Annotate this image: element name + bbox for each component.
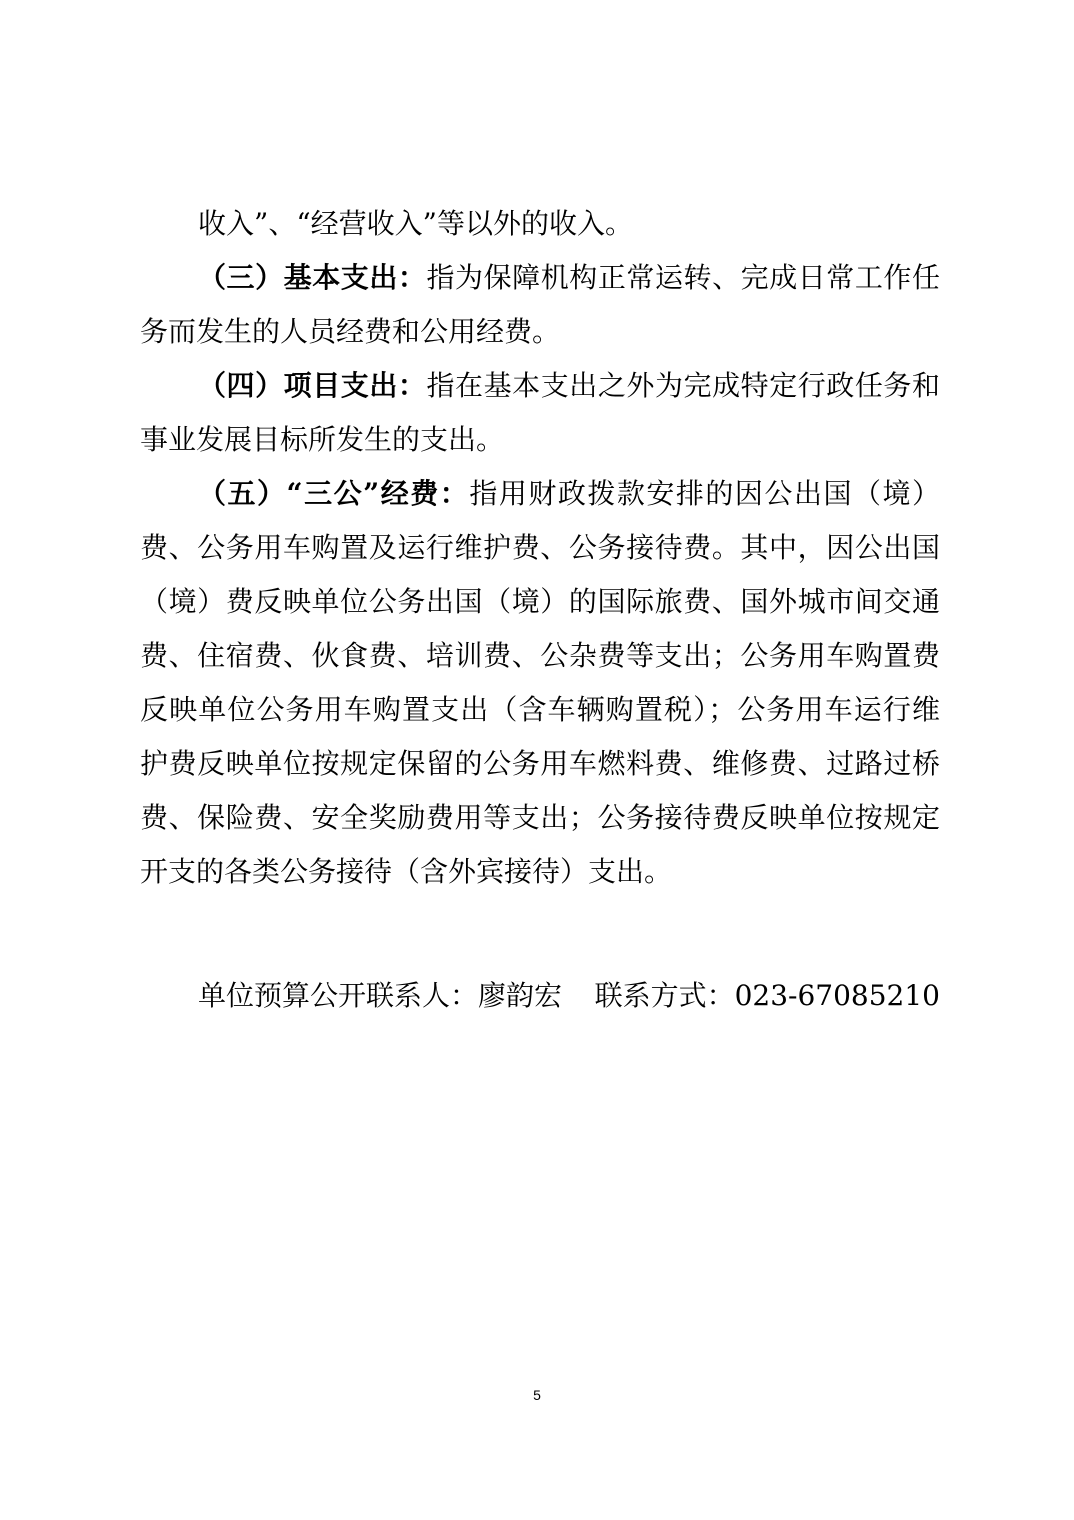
paragraph-line [198, 474, 940, 514]
page-number: 5 [533, 1387, 541, 1403]
paragraph-line: 开支的各类公务接待（含外宾接待）支出。 [140, 855, 673, 888]
paragraph-line: 事业发展目标所发生的支出。 [140, 423, 505, 456]
paragraph-line: 费、保险费、安全奖励费用等支出；公务接待费反映单位按规定 [140, 801, 940, 834]
paragraph-line [198, 258, 940, 298]
contact-phone-number: 023-67085210 [734, 979, 940, 1012]
section-heading: （三）基本支出： [198, 261, 427, 294]
paragraph-text: 指在基本支出之外为完成特定行政任务和 [426, 369, 940, 402]
contact-person-name: 廖韵宏 [478, 979, 563, 1012]
paragraph-line: 务而发生的人员经费和公用经费。 [140, 315, 561, 348]
section-heading: （五）“三公”经费： [198, 477, 470, 510]
section-heading: （四）项目支出： [198, 369, 427, 402]
contact-phone [595, 976, 940, 1016]
paragraph-line: （境）费反映单位公务出国（境）的国际旅费、国外城市间交通 [140, 585, 940, 618]
paragraph-line [198, 366, 940, 406]
paragraph-line: 费、公务用车购置及运行维护费、公务接待费。其中，因公出国 [140, 531, 940, 564]
paragraph-line: 收入”、“经营收入”等以外的收入。 [198, 207, 633, 240]
paragraph-line: 反映单位公务用车购置支出（含车辆购置税）；公务用车运行维 [140, 693, 940, 726]
paragraph-text: 指用财政拨款安排的因公出国（境） [469, 477, 940, 510]
paragraph-line: 费、住宿费、伙食费、培训费、公杂费等支出；公务用车购置费 [140, 639, 940, 672]
paragraph-text: 指为保障机构正常运转、完成日常工作任 [426, 261, 940, 294]
contact-line [198, 976, 940, 1016]
paragraph-line: 护费反映单位按规定保留的公务用车燃料费、维修费、过路过桥 [140, 747, 940, 780]
contact-phone-label: 联系方式： [594, 979, 735, 1012]
contact-person-label: 单位预算公开联系人： [198, 979, 479, 1012]
